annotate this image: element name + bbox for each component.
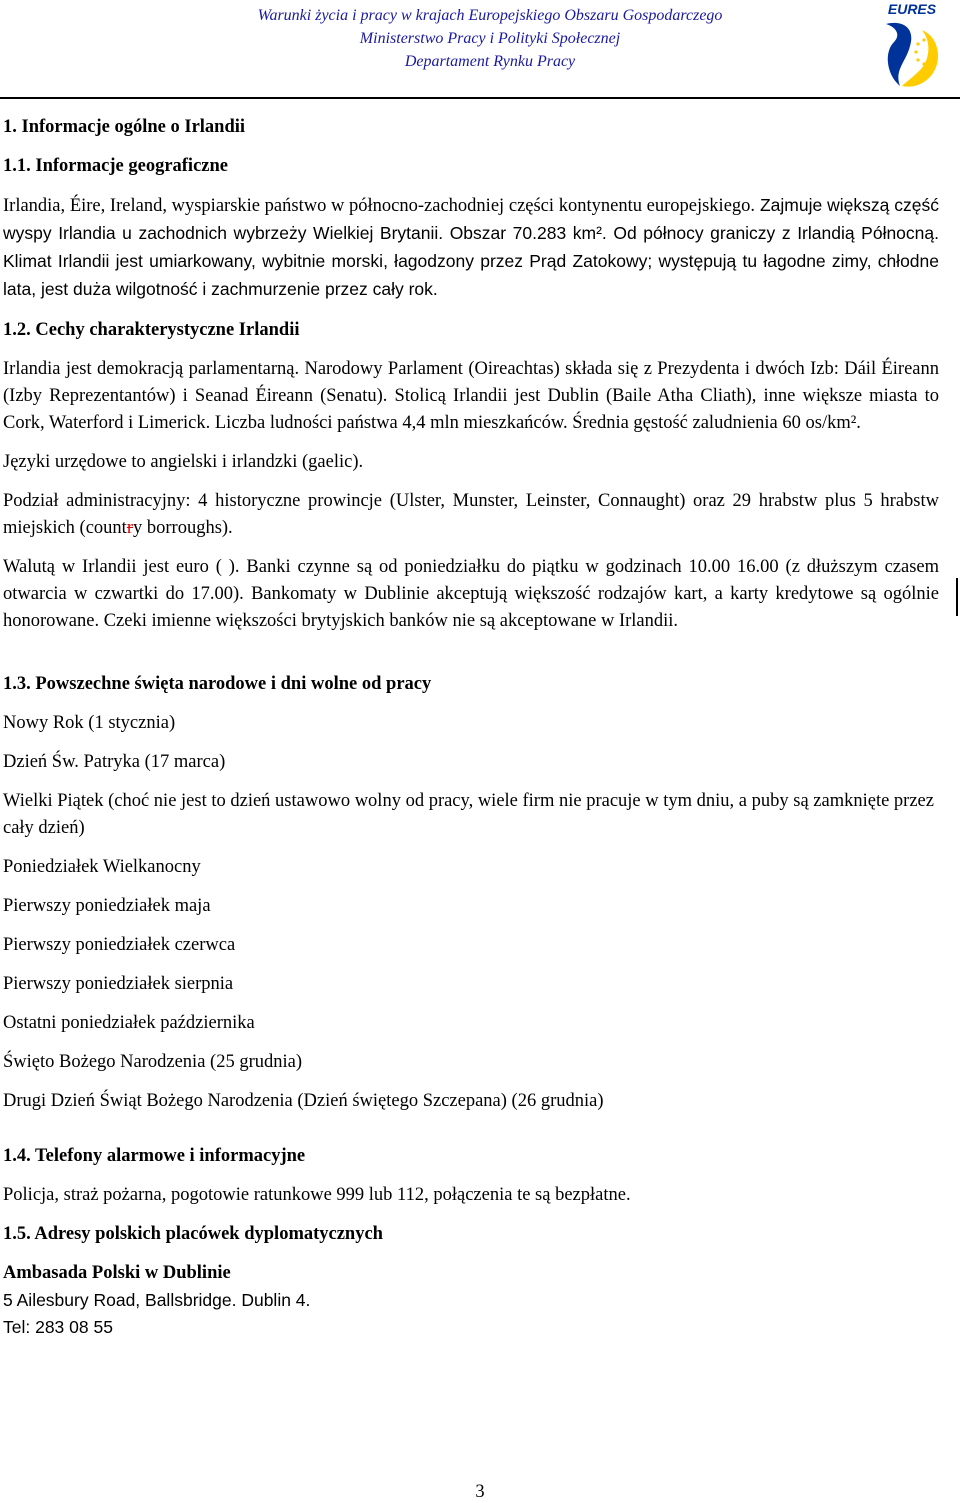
section-1-4-paragraph: Policja, straż pożarna, pogotowie ratunkowe 999 lub 112, połączenia te są bezpłatne. — [3, 1185, 631, 1205]
section-1-2-paragraph-2: Języki urzędowe to angielski i irlandzki (gaelic). — [3, 452, 364, 472]
holiday-item: Pierwszy poniedziałek maja — [3, 896, 211, 916]
document-body — [3, 112, 939, 1341]
section-1-2-paragraph-1: Irlandia jest demokracją parlamentarną. Narodowy Parlament (Oireachtas) składa się z Prezydenta i dwóch Izb: Dáil Éireann (Izby Reprezentantów) i Seanad Éireann (Senatu). Stolicą Irlandii jest Dublin (Baile Atha Cliath), inne większe miasta to Cork, Waterford i Limerick. Liczba ludności państwa 4,4 mln mieszkańców. Średnia gęstość zaludnienia 60 os/km². — [3, 359, 939, 433]
section-1-1-heading: 1.1. Informacje geograficzne — [3, 156, 228, 176]
eures-logo-text: EURES — [887, 1, 937, 17]
header-line-1: Warunki życia i pracy w krajach Europejskiego Obszaru Gospodarczego — [257, 7, 723, 24]
admin-text-before: Podział administracyjny: 4 historyczne prowincje (Ulster, Munster, Leinster, Connaught) oraz 29 hrabstw plus 5 hrabstw miejskich (count — [3, 491, 939, 538]
struck-letter: r — [126, 518, 133, 538]
section-1-2-paragraph-4: Walutą w Irlandii jest euro ( ). Banki czynne są od poniedziałku do piątku w godzinach 10.00 16.00 (z dłuższym czasem otwarcia w czwartki do 17.00). Bankomaty w Dublinie akceptują większość rodzajów kart, a karty kredytowe są ogólnie honorowane. Czeki imienne większości brytyjskich banków nie są akceptowane w Irlandii. — [3, 557, 939, 631]
section-1-4-heading: 1.4. Telefony alarmowe i informacyjne — [3, 1146, 306, 1166]
holiday-item: Pierwszy poniedziałek sierpnia — [3, 974, 234, 994]
section-1-2-heading: 1.2. Cechy charakterystyczne Irlandii — [3, 320, 300, 340]
section-1-1-paragraph — [3, 192, 939, 304]
holiday-item: Dzień Św. Patryka (17 marca) — [3, 752, 226, 772]
section-1-heading: 1. Informacje ogólne o Irlandii — [3, 117, 246, 137]
embassy-address: 5 Ailesbury Road, Ballsbridge. Dublin 4. — [3, 1290, 311, 1310]
section-1-5-heading: 1.5. Adresy polskich placówek dyplomatycznych — [3, 1224, 383, 1244]
embassy-tel: Tel: 283 08 55 — [3, 1317, 113, 1337]
geo-text-serif: Irlandia, Éire, Ireland, wyspiarskie państwo w północno-zachodniej części kontynentu europejskiego. — [3, 196, 756, 216]
logo-shape-blue — [886, 23, 911, 86]
holiday-item: Ostatni poniedziałek października — [3, 1013, 255, 1033]
section-1-2-paragraph-3 — [3, 488, 939, 542]
header-line-3: Departament Rynku Pracy — [404, 53, 576, 70]
section-1-3-heading: 1.3. Powszechne święta narodowe i dni wolne od pracy — [3, 674, 432, 694]
header-divider — [0, 97, 960, 99]
holiday-item: Wielki Piątek (choć nie jest to dzień ustawowo wolny od pracy, wiele firm nie pracuje w tym dniu, a puby są zamknięte przez cały dzień) — [3, 791, 934, 838]
holiday-item: Pierwszy poniedziałek czerwca — [3, 935, 236, 955]
embassy-name: Ambasada Polski w Dublinie — [3, 1263, 231, 1283]
geo-text-sans-1: Zajmuje większą część wyspy Irlandia u zachodnich wybrzeży Wielkiej Brytanii. Obszar 70.283 km². Od północy graniczy z Irlandią Północną. — [3, 195, 939, 243]
eures-logo-icon — [876, 0, 948, 96]
holiday-item: Święto Bożego Narodzenia (25 grudnia) — [3, 1052, 302, 1072]
page-number: 3 — [475, 1482, 485, 1502]
eures-logo — [876, 0, 948, 96]
header-line-2: Ministerstwo Pracy i Polityki Społecznej — [359, 30, 621, 47]
page-header — [150, 4, 830, 73]
holiday-item: Nowy Rok (1 stycznia) — [3, 713, 176, 733]
holiday-list — [3, 710, 939, 1115]
geo-text-sans-2: Klimat Irlandii jest umiarkowany, wybitnie morski, łagodzony przez Prąd Zatokowy; występują tu łagodne zimy, chłodne lata, jest duża wilgotność i zachmurzenie przez cały rok. — [3, 251, 939, 299]
holiday-item: Poniedziałek Wielkanocny — [3, 857, 201, 877]
admin-text-after: y borroughs). — [133, 518, 233, 538]
change-bar — [956, 578, 958, 616]
holiday-item: Drugi Dzień Świąt Bożego Narodzenia (Dzień świętego Szczepana) (26 grudnia) — [3, 1091, 604, 1111]
